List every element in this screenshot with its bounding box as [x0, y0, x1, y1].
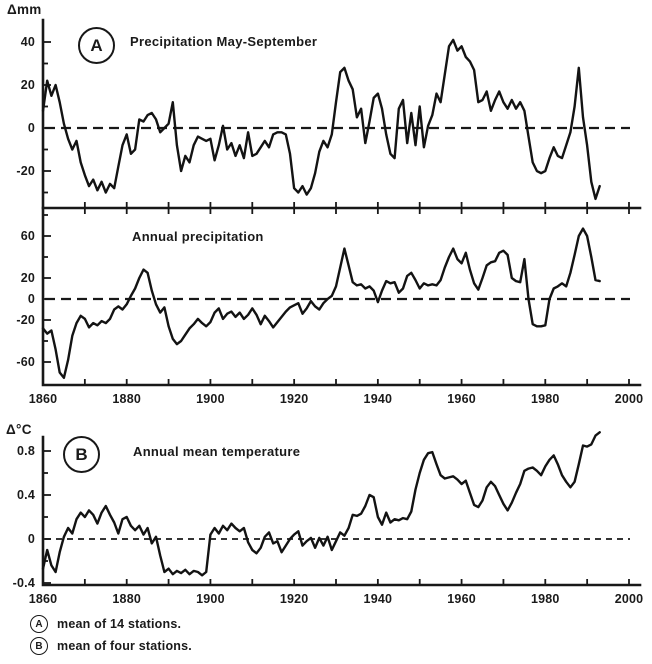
x-tick-label: 1880	[112, 592, 142, 606]
y-tick-label: 0	[27, 292, 35, 306]
legend-b-text: mean of four stations.	[57, 639, 192, 653]
x-tick-label: 1900	[196, 592, 225, 606]
x-tick-label: 1980	[530, 592, 560, 606]
panel-a-top-title: Precipitation May-September	[130, 34, 318, 49]
x-tick-label: 2000	[614, 592, 644, 606]
panel-b-title: Annual mean temperature	[133, 444, 301, 459]
x-tick-label: 1980	[530, 392, 560, 406]
y-tick-label: -60	[16, 355, 35, 369]
legend-a-badge: A	[30, 615, 48, 633]
y-tick-label: 0.8	[17, 444, 35, 458]
x-tick-label: 1920	[279, 392, 309, 406]
panel-a-badge: A	[78, 27, 115, 64]
x-tick-label: 1960	[447, 392, 476, 406]
x-tick-label: 1900	[196, 392, 225, 406]
x-tick-label: 1920	[279, 592, 309, 606]
series-line-panel-a-top	[43, 40, 600, 199]
x-tick-label: 1940	[363, 392, 393, 406]
y-tick-label: 60	[20, 229, 35, 243]
panel-a-annual-title: Annual precipitation	[132, 229, 264, 244]
legend-row-a	[30, 615, 181, 633]
series-line-panel-a-annual	[43, 229, 600, 378]
y-tick-label: -20	[16, 313, 35, 327]
legend-a-text: mean of 14 stations.	[57, 617, 182, 631]
y-tick-label: 0	[27, 121, 35, 135]
x-tick-label: 1880	[112, 392, 142, 406]
y-tick-label: 0	[27, 532, 35, 546]
y-axis-unit-top: Δmm	[7, 2, 42, 17]
x-tick-label: 1860	[28, 592, 58, 606]
y-tick-label: 40	[20, 35, 35, 49]
x-tick-label: 1940	[363, 592, 393, 606]
y-tick-label: 20	[20, 271, 35, 285]
legend-b-badge: B	[30, 637, 48, 655]
y-axis-unit-bottom: Δ°C	[6, 422, 32, 437]
panel-b-badge: B	[63, 436, 100, 473]
series-line-panel-b	[43, 432, 600, 575]
y-tick-label: -0.4	[12, 576, 35, 590]
y-tick-label: 0.4	[17, 488, 35, 502]
y-tick-label: -20	[16, 164, 35, 178]
x-tick-label: 2000	[614, 392, 644, 406]
y-tick-label: 20	[20, 78, 35, 92]
x-tick-label: 1860	[28, 392, 58, 406]
x-tick-label: 1960	[447, 592, 476, 606]
legend-row-b	[30, 637, 192, 655]
